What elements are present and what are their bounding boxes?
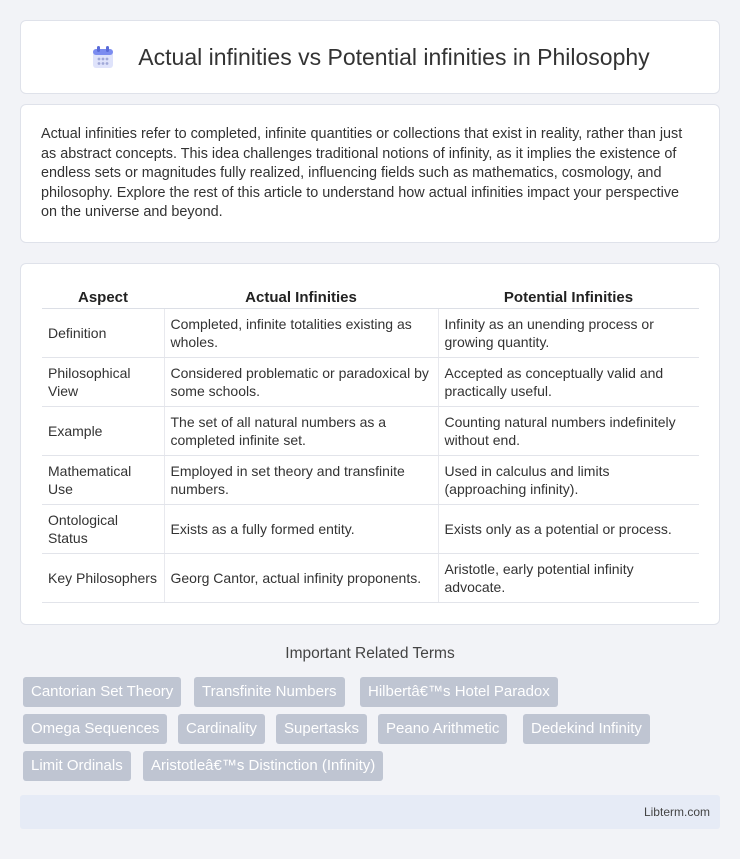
page-title: Actual infinities vs Potential infinities in Philosophy: [138, 43, 650, 70]
cell-aspect: Philosophical View: [42, 358, 164, 407]
title-card: [20, 20, 720, 94]
table-row: [42, 309, 699, 358]
tag-omega-sequences[interactable]: Omega Sequences: [23, 714, 167, 744]
tag-limit-ordinals[interactable]: Limit Ordinals: [23, 751, 131, 781]
tag-aristotles-distinction[interactable]: Aristotleâ€™s Distinction (Infinity): [143, 751, 383, 781]
cell-aspect: Ontological Status: [42, 505, 164, 554]
cell-actual: Georg Cantor, actual infinity proponents.: [164, 554, 438, 603]
cell-potential: Accepted as conceptually valid and practically useful.: [438, 358, 699, 407]
calendar-icon: [90, 44, 116, 70]
related-terms-heading: Important Related Terms: [285, 645, 455, 662]
table-row: [42, 456, 699, 505]
footer-bar: [20, 795, 720, 829]
tag-transfinite-numbers[interactable]: Transfinite Numbers: [194, 677, 345, 707]
cell-aspect: Definition: [42, 309, 164, 358]
cell-actual: Completed, infinite totalities existing as wholes.: [164, 309, 438, 358]
comparison-table: [42, 286, 699, 603]
tag-cantorian-set-theory[interactable]: Cantorian Set Theory: [23, 677, 181, 707]
column-header-actual: Actual Infinities: [164, 286, 438, 309]
tag-dedekind-infinity[interactable]: Dedekind Infinity: [523, 714, 650, 744]
cell-actual: Employed in set theory and transfinite numbers.: [164, 456, 438, 505]
table-row: [42, 407, 699, 456]
cell-potential: Aristotle, early potential infinity advocate.: [438, 554, 699, 603]
cell-aspect: Example: [42, 407, 164, 456]
cell-actual: Exists as a fully formed entity.: [164, 505, 438, 554]
table-header-row: [42, 286, 699, 309]
cell-potential: Infinity as an unending process or growing quantity.: [438, 309, 699, 358]
column-header-potential: Potential Infinities: [438, 286, 699, 309]
cell-actual: The set of all natural numbers as a completed infinite set.: [164, 407, 438, 456]
cell-potential: Used in calculus and limits (approaching infinity).: [438, 456, 699, 505]
column-header-aspect: Aspect: [42, 286, 164, 309]
cell-potential: Counting natural numbers indefinitely without end.: [438, 407, 699, 456]
tag-peano-arithmetic[interactable]: Peano Arithmetic: [378, 714, 507, 744]
intro-card: [20, 104, 720, 243]
tag-cardinality[interactable]: Cardinality: [178, 714, 265, 744]
cell-actual: Considered problematic or paradoxical by some schools.: [164, 358, 438, 407]
tag-hilberts-hotel-paradox[interactable]: Hilbertâ€™s Hotel Paradox: [360, 677, 558, 707]
cell-aspect: Key Philosophers: [42, 554, 164, 603]
tag-supertasks[interactable]: Supertasks: [276, 714, 367, 744]
cell-potential: Exists only as a potential or process.: [438, 505, 699, 554]
table-row: [42, 358, 699, 407]
cell-aspect: Mathematical Use: [42, 456, 164, 505]
table-row: [42, 505, 699, 554]
footer-site-link[interactable]: Libterm.com: [643, 805, 710, 819]
intro-paragraph: Actual infinities refer to completed, infinite quantities or collections that exist in reality, rather than just as abstract concepts. This idea challenges traditional notions of infinity, as it implies the existence of endless sets or magnitudes fully realized, influencing fields such as mathematics, cosmology, and philosophy. Explore the rest of this article to understand how actual infinities impact your perspective on the universe and beyond.: [41, 126, 683, 221]
comparison-card: [20, 263, 720, 625]
table-row: [42, 554, 699, 603]
